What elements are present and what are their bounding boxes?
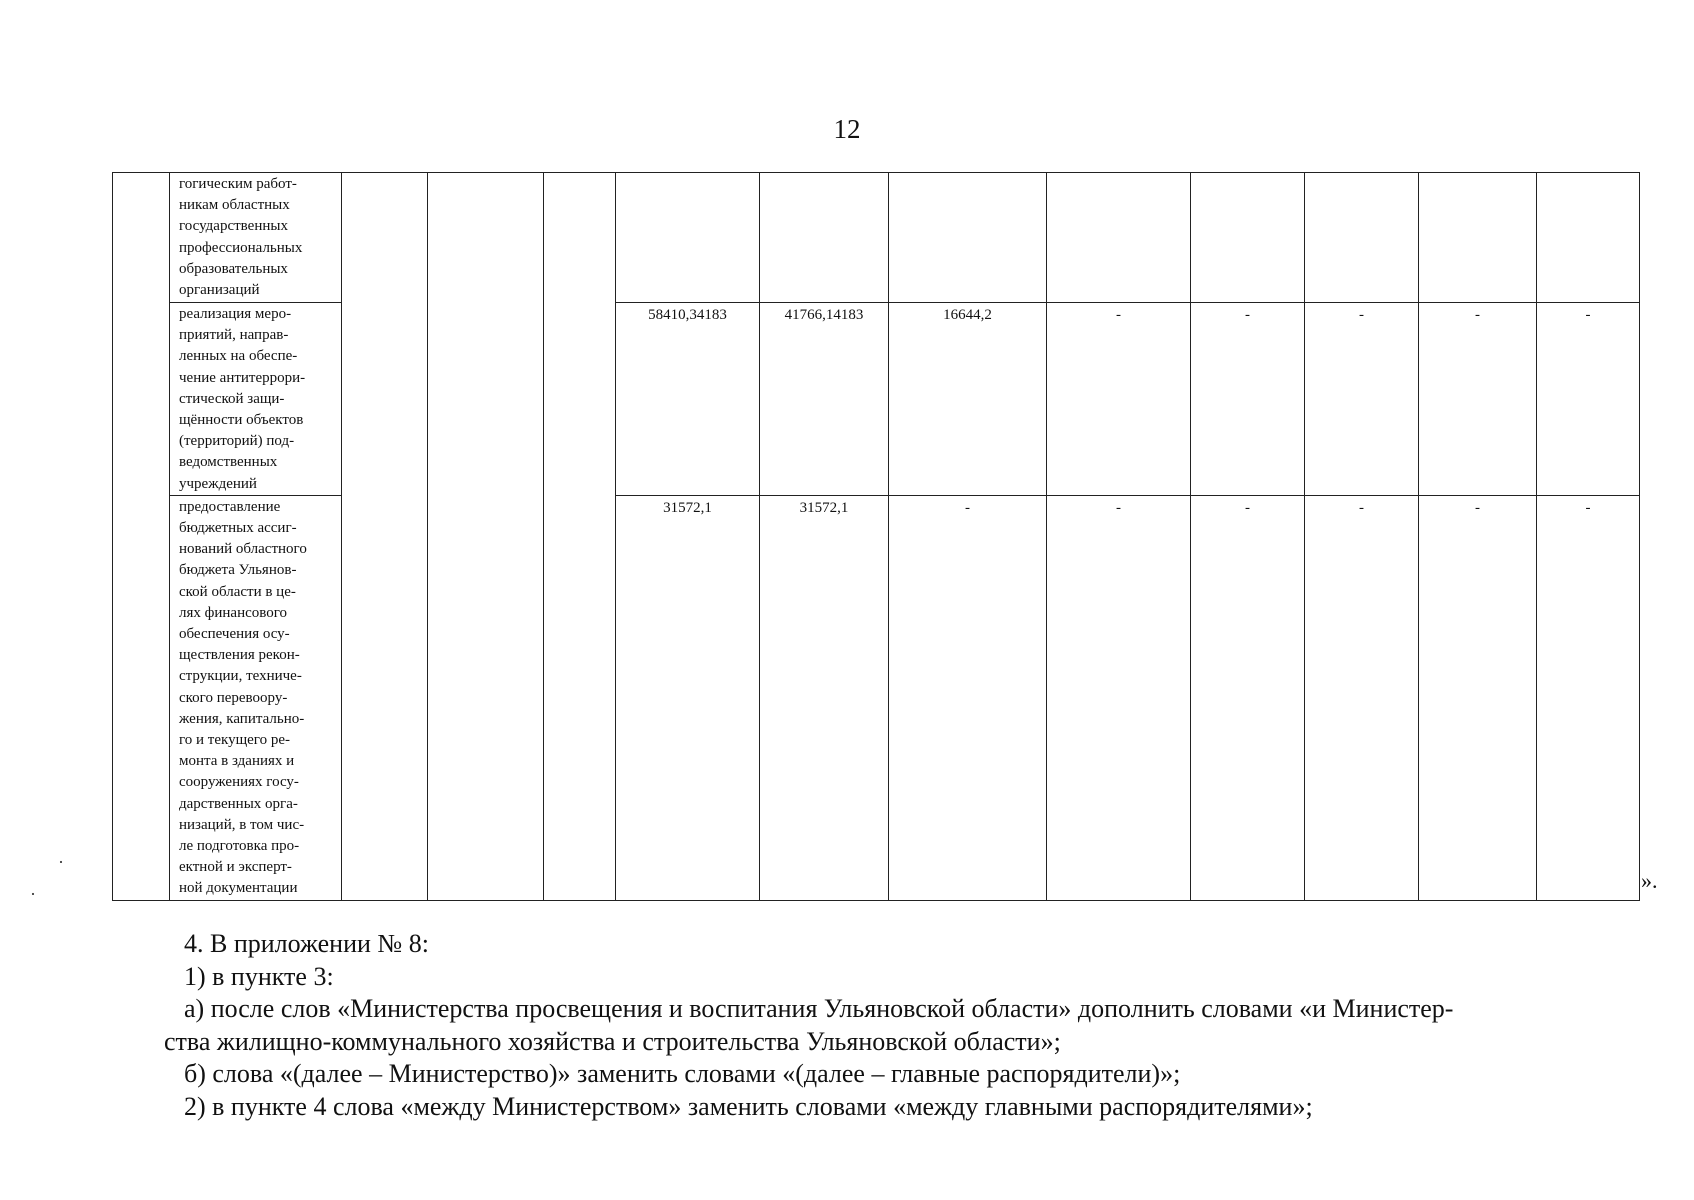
value-cell: - xyxy=(1305,495,1419,900)
scan-speck: · xyxy=(30,884,36,904)
value-cell: - xyxy=(1537,495,1640,900)
amendment-text xyxy=(166,928,1592,1123)
value-cell: - xyxy=(1047,303,1191,496)
paragraph-subitem-1a: а) после слов «Министерства просвещения и воспитания Ульяновской области» дополнить словами «и Министер- xyxy=(184,994,1454,1023)
paragraph-subitem-1b: б) слова «(далее – Министерство)» заменить словами «(далее – главные распорядители)»; xyxy=(184,1059,1181,1088)
value-cell: - xyxy=(1047,495,1191,900)
paragraph-subitem-1: 1) в пункте 3: xyxy=(184,961,334,991)
value-cell: - xyxy=(1419,495,1537,900)
closing-quote: ». xyxy=(1641,868,1658,893)
value-cell: - xyxy=(1305,303,1419,496)
value-cell: - xyxy=(1191,495,1305,900)
value-cell: 31572,1 xyxy=(616,495,760,900)
value-cell xyxy=(1537,173,1640,303)
index-cell xyxy=(113,173,170,901)
page-number: 12 xyxy=(833,114,861,144)
value-cell: 16644,2 xyxy=(889,303,1047,496)
row-description: реализация меро- приятий, направ- ленных на обеспе- чение антитеррори- стической защи- щённости объектов (территорий) под- ведомственных учреждений xyxy=(170,303,342,496)
value-cell: 58410,34183 xyxy=(616,303,760,496)
table-row xyxy=(113,173,1640,303)
row-description: гогическим работ- никам областных государственных профессиональных образовательных организаций xyxy=(170,173,342,303)
value-cell: 31572,1 xyxy=(760,495,889,900)
value-cell: 41766,14183 xyxy=(760,303,889,496)
empty-cell xyxy=(544,173,616,901)
value-cell xyxy=(889,173,1047,303)
value-cell xyxy=(1047,173,1191,303)
value-cell: - xyxy=(1191,303,1305,496)
paragraph-subitem-1a-continuation: ства жилищно-коммунального хозяйства и строительства Ульяновской области»; xyxy=(164,1026,1061,1056)
row-description: предоставление бюджетных ассиг- нований областного бюджета Ульянов- ской области в це- лях финансового обеспечения осу- ществления рекон- струкции, техниче- ского перевоору- жения, капитально- го и текущего ре- монта в зданиях и сооружениях госу- дарственных орга- низаций, в том чис- ле подготовка про- ектной и эксперт- ной документации xyxy=(170,495,342,900)
paragraph-item-4: 4. В приложении № 8: xyxy=(184,929,429,958)
empty-cell xyxy=(428,173,544,901)
paragraph-subitem-2: 2) в пункте 4 слова «между Министерством» заменить словами «между главными распорядителями»; xyxy=(184,1091,1313,1121)
value-cell xyxy=(1419,173,1537,303)
value-cell xyxy=(616,173,760,303)
value-cell: - xyxy=(1419,303,1537,496)
value-cell xyxy=(1305,173,1419,303)
value-cell: - xyxy=(889,495,1047,900)
value-cell xyxy=(1191,173,1305,303)
value-cell: - xyxy=(1537,303,1640,496)
budget-table xyxy=(112,172,1640,901)
empty-cell xyxy=(342,173,428,901)
scan-speck: · xyxy=(58,852,64,872)
value-cell xyxy=(760,173,889,303)
